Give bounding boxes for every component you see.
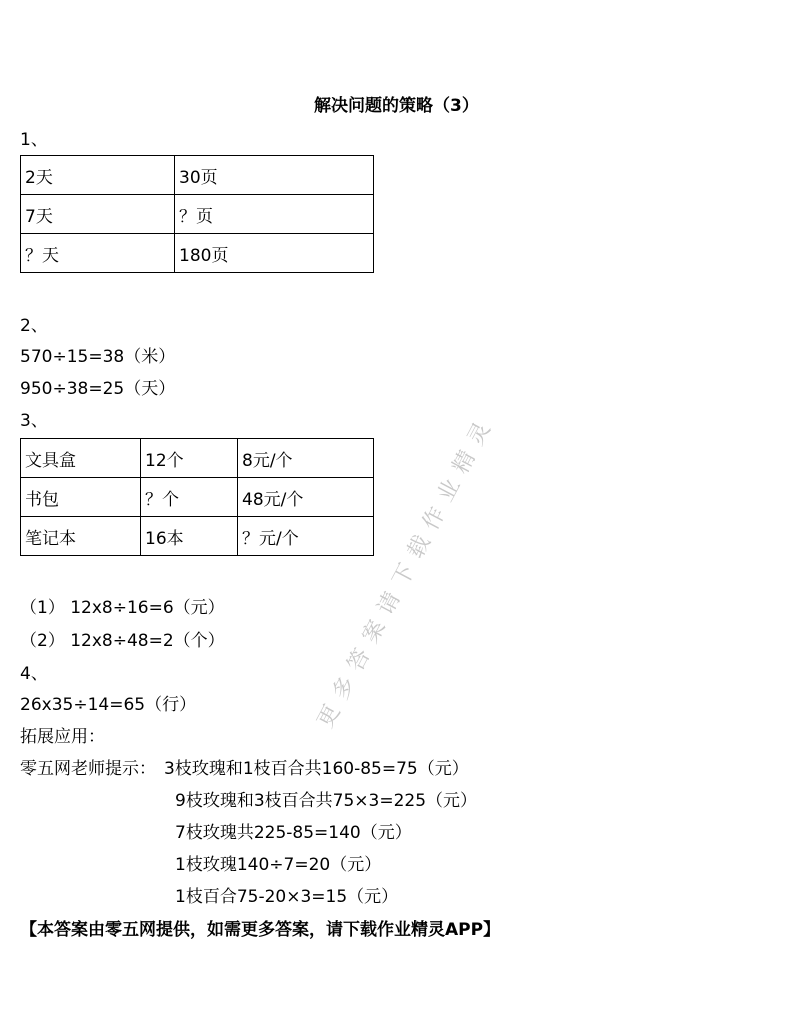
q4-line: 26x35÷14=65（行） [20,695,197,715]
ext-line-3: 7枝玫瑰共225-85=140（元） [175,823,412,843]
table-cell: ？天 [21,234,175,273]
table-row [21,517,374,556]
footer-note: 【本答案由零五网提供，如需更多答案，请下载作业精灵APP】 [20,920,501,940]
q1-table [20,155,374,273]
q3-answer-1: （1） 12x8÷16=6（元） [20,598,225,618]
ext-label: 拓展应用： [20,727,105,747]
table-cell: 12个 [141,439,238,478]
table-cell: 2天 [21,156,175,195]
table-cell: ？元/个 [238,517,374,556]
ext-line-2: 9枝玫瑰和3枝百合共75×3=225（元） [175,791,478,811]
table-cell: ？个 [141,478,238,517]
table-row [21,234,374,273]
table-cell: 48元/个 [238,478,374,517]
table-cell: 180页 [175,234,374,273]
q3-label: 3、 [20,411,48,431]
q3-answer-2: （2） 12x8÷48=2（个） [20,631,225,651]
table-cell: 7天 [21,195,175,234]
q4-label: 4、 [20,664,48,684]
q2-label: 2、 [20,316,48,336]
table-cell: 16本 [141,517,238,556]
ext-line-5: 1枝百合75-20×3=15（元） [175,887,399,907]
q2-line-2: 950÷38=25（天） [20,379,176,399]
table-cell: 8元/个 [238,439,374,478]
table-cell: 文具盒 [21,439,141,478]
q2-line-1: 570÷15=38（米） [20,347,176,367]
table-cell: 笔记本 [21,517,141,556]
ext-line-4: 1枝玫瑰140÷7=20（元） [175,855,382,875]
table-row [21,156,374,195]
page-title: 解决问题的策略（3） [314,96,479,116]
q3-table [20,438,374,556]
table-cell: 书包 [21,478,141,517]
table-cell: 30页 [175,156,374,195]
table-row [21,195,374,234]
ext-hint-prefix: 零五网老师提示： [20,759,156,779]
q1-label: 1、 [20,130,48,150]
ext-line-1: 3枝玫瑰和1枝百合共160-85=75（元） [164,759,469,779]
table-cell: ？页 [175,195,374,234]
table-row [21,439,374,478]
watermark: 更多答案请下载作业精灵 [313,409,501,733]
table-row [21,478,374,517]
